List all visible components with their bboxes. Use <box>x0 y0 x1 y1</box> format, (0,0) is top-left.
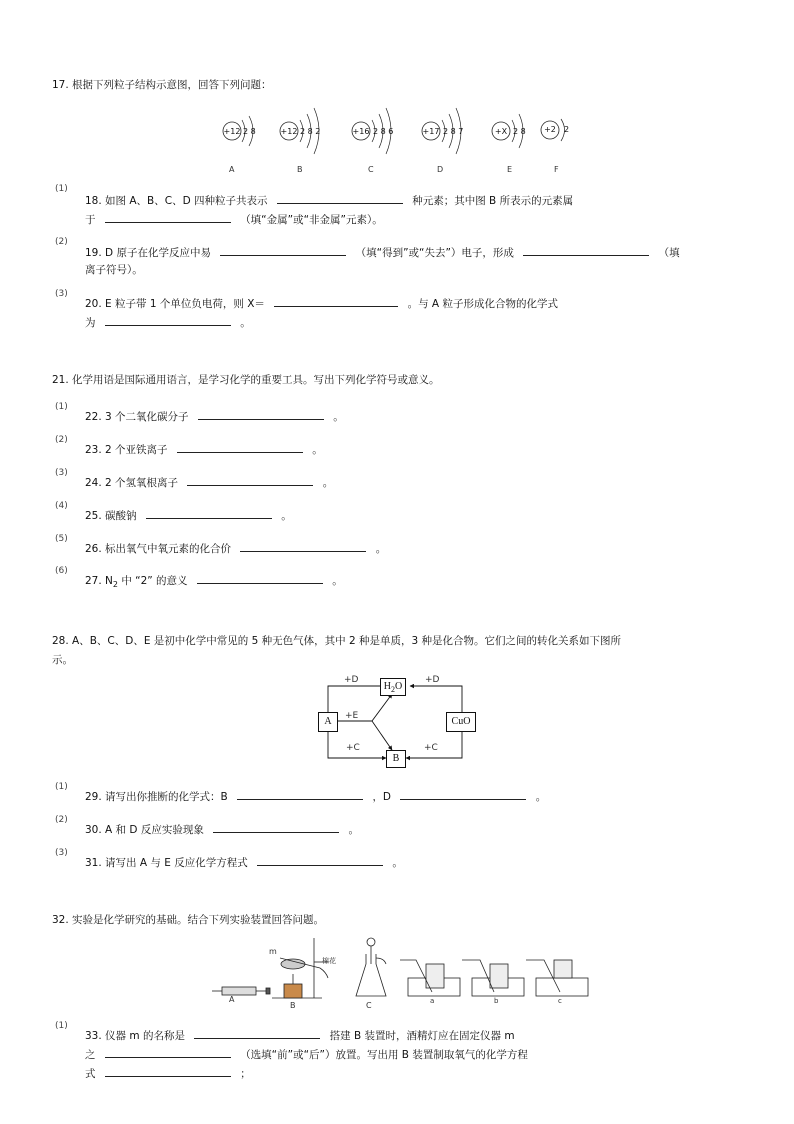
q25-line: 25. 碳酸钠 。 <box>85 510 292 522</box>
nucleus-c: +16 <box>352 127 370 136</box>
q18-line2: 于 （填“金属”或“非金属”元素）。 <box>85 214 383 226</box>
apparatus-label-trough-b: b <box>494 997 499 1005</box>
q29-answer-blank-b[interactable] <box>237 790 363 800</box>
edge-label-plus-d-left: +D <box>344 675 359 685</box>
q27-line: 27. $N_2$ 中 “2” 的意义 。 <box>85 575 343 590</box>
q33-line2: 之 （选填“前”或“后”）放置。写出用 B 装置制取氧气的化学方程 <box>85 1049 528 1061</box>
q33-number: (1) <box>55 1021 68 1031</box>
q26-number: (5) <box>55 534 68 544</box>
q19-line2: 离子符号）。 <box>85 264 143 276</box>
node-cuo: CuO <box>446 712 476 732</box>
label-a: A <box>229 165 235 174</box>
q29-number: (1) <box>55 782 68 792</box>
edge-label-plus-e: +E <box>345 711 359 721</box>
q19-answer-blank-2[interactable] <box>523 246 649 256</box>
q18-answer-blank-2[interactable] <box>105 213 231 223</box>
q25-number: (4) <box>55 501 68 511</box>
q20-number: (3) <box>55 289 68 299</box>
q21-stem: 21. 化学用语是国际通用语言，是学习化学的重要工具。写出下列化学符号或意义。 <box>52 374 440 386</box>
apparatus-label-b: B <box>290 1001 296 1010</box>
q19-answer-blank-1[interactable] <box>220 246 346 256</box>
q23-number: (2) <box>55 435 68 445</box>
syringe-a <box>212 987 270 995</box>
nucleus-f: +2 <box>544 125 556 134</box>
q20-answer-blank-1[interactable] <box>274 297 398 307</box>
heating-setup-b <box>272 938 328 998</box>
q20-answer-blank-2[interactable] <box>105 316 231 326</box>
q29-answer-blank-d[interactable] <box>400 790 526 800</box>
nucleus-b: +12 <box>280 127 298 136</box>
q19-number: (2) <box>55 237 68 247</box>
q27-number: (6) <box>55 566 68 576</box>
label-d: D <box>437 165 444 174</box>
nucleus-e: +X <box>494 127 508 136</box>
shells-e: 2 8 <box>513 127 526 136</box>
q30-number: (2) <box>55 815 68 825</box>
q23-line: 23. 2 个亚铁离子 。 <box>85 444 323 456</box>
shells-b: 2 8 2 <box>300 127 321 136</box>
q24-answer-blank[interactable] <box>187 476 313 486</box>
q31-answer-blank[interactable] <box>257 856 383 866</box>
conical-flask-c <box>356 938 386 996</box>
q26-answer-blank[interactable] <box>240 542 366 552</box>
q18-number: (1) <box>55 184 68 194</box>
q33-answer-blank-3[interactable] <box>105 1067 231 1077</box>
q29-line: 29. 请写出你推断的化学式：B ，D 。 <box>85 791 547 803</box>
edge-label-plus-c-left: +C <box>346 743 360 753</box>
q30-answer-blank[interactable] <box>213 823 339 833</box>
q18-line1: 18. 如图 A、B、C、D 四种粒子共表示 种元素；其中图 B 所表示的元素属 <box>85 195 574 207</box>
q27-answer-blank[interactable] <box>197 574 323 584</box>
apparatus-label-a: A <box>229 995 235 1004</box>
shells-f: 2 <box>564 125 570 134</box>
label-e: E <box>507 165 513 174</box>
node-b: B <box>386 750 406 768</box>
label-b: B <box>297 165 303 174</box>
q33-answer-blank-2[interactable] <box>105 1048 231 1058</box>
label-f: F <box>554 165 559 174</box>
apparatus-label-cotton: 棉花 <box>322 957 336 965</box>
shells-a: 2 8 <box>243 127 256 136</box>
q31-line: 31. 请写出 A 与 E 反应化学方程式 。 <box>85 857 403 869</box>
q22-line: 22. 3 个二氧化碳分子 。 <box>85 411 344 423</box>
nucleus-a: +12 <box>223 127 241 136</box>
q30-line: 30. A 和 D 反应实验现象 。 <box>85 824 360 836</box>
q22-number: (1) <box>55 402 68 412</box>
q32-stem: 32. 实验是化学研究的基础。结合下列实验装置回答问题。 <box>52 914 325 926</box>
q28-stem-line2: 示。 <box>52 654 73 666</box>
q26-line: 26. 标出氧气中氧元素的化合价 。 <box>85 543 387 555</box>
q33-line1: 33. 仪器 m 的名称是 搭建 B 装置时，酒精灯应在固定仪器 m <box>85 1030 515 1042</box>
q22-answer-blank[interactable] <box>198 410 324 420</box>
apparatus-label-m: m <box>269 947 277 956</box>
q24-line: 24. 2 个氢氧根离子 。 <box>85 477 334 489</box>
lab-apparatus-drawing <box>210 934 590 1004</box>
apparatus-label-trough-c: c <box>558 997 562 1005</box>
shells-c: 2 8 6 <box>373 127 394 136</box>
q31-number: (3) <box>55 848 68 858</box>
edge-label-plus-d-right: +D <box>425 675 440 685</box>
node-a: A <box>318 712 338 732</box>
edge-label-plus-c-right: +C <box>424 743 438 753</box>
q17-stem: 17. 根据下列粒子结构示意图，回答下列问题： <box>52 79 272 91</box>
q20-line2: 为 。 <box>85 317 251 329</box>
nucleus-circle-a <box>222 116 262 156</box>
shells-d: 2 8 7 <box>443 127 464 136</box>
apparatus-label-c: C <box>366 1001 372 1010</box>
water-troughs-abc <box>400 960 588 996</box>
q18-answer-blank-1[interactable] <box>277 194 403 204</box>
q28-stem-line1: 28. A、B、C、D、E 是初中化学中常见的 5 种无色气体，其中 2 种是单质，3 种是化合物。它们之间的转化关系如下图所 <box>52 635 622 647</box>
q24-number: (3) <box>55 468 68 478</box>
q19-line1: 19. D 原子在化学反应中易 （填“得到”或“失去”）电子，形成 （填 <box>85 247 680 259</box>
q33-line3: 式 ； <box>85 1068 251 1080</box>
q20-line1: 20. E 粒子带 1 个单位负电荷，则 X＝ 。与 A 粒子形成化合物的化学式 <box>85 298 558 310</box>
node-h2o: $H_2O$ <box>380 678 406 696</box>
q25-answer-blank[interactable] <box>146 509 272 519</box>
nucleus-circle-f <box>540 116 576 152</box>
apparatus-label-trough-a: a <box>430 997 435 1005</box>
label-c: C <box>368 165 374 174</box>
q33-answer-blank-1[interactable] <box>194 1029 320 1039</box>
nucleus-d: +17 <box>422 127 440 136</box>
q23-answer-blank[interactable] <box>177 443 303 453</box>
